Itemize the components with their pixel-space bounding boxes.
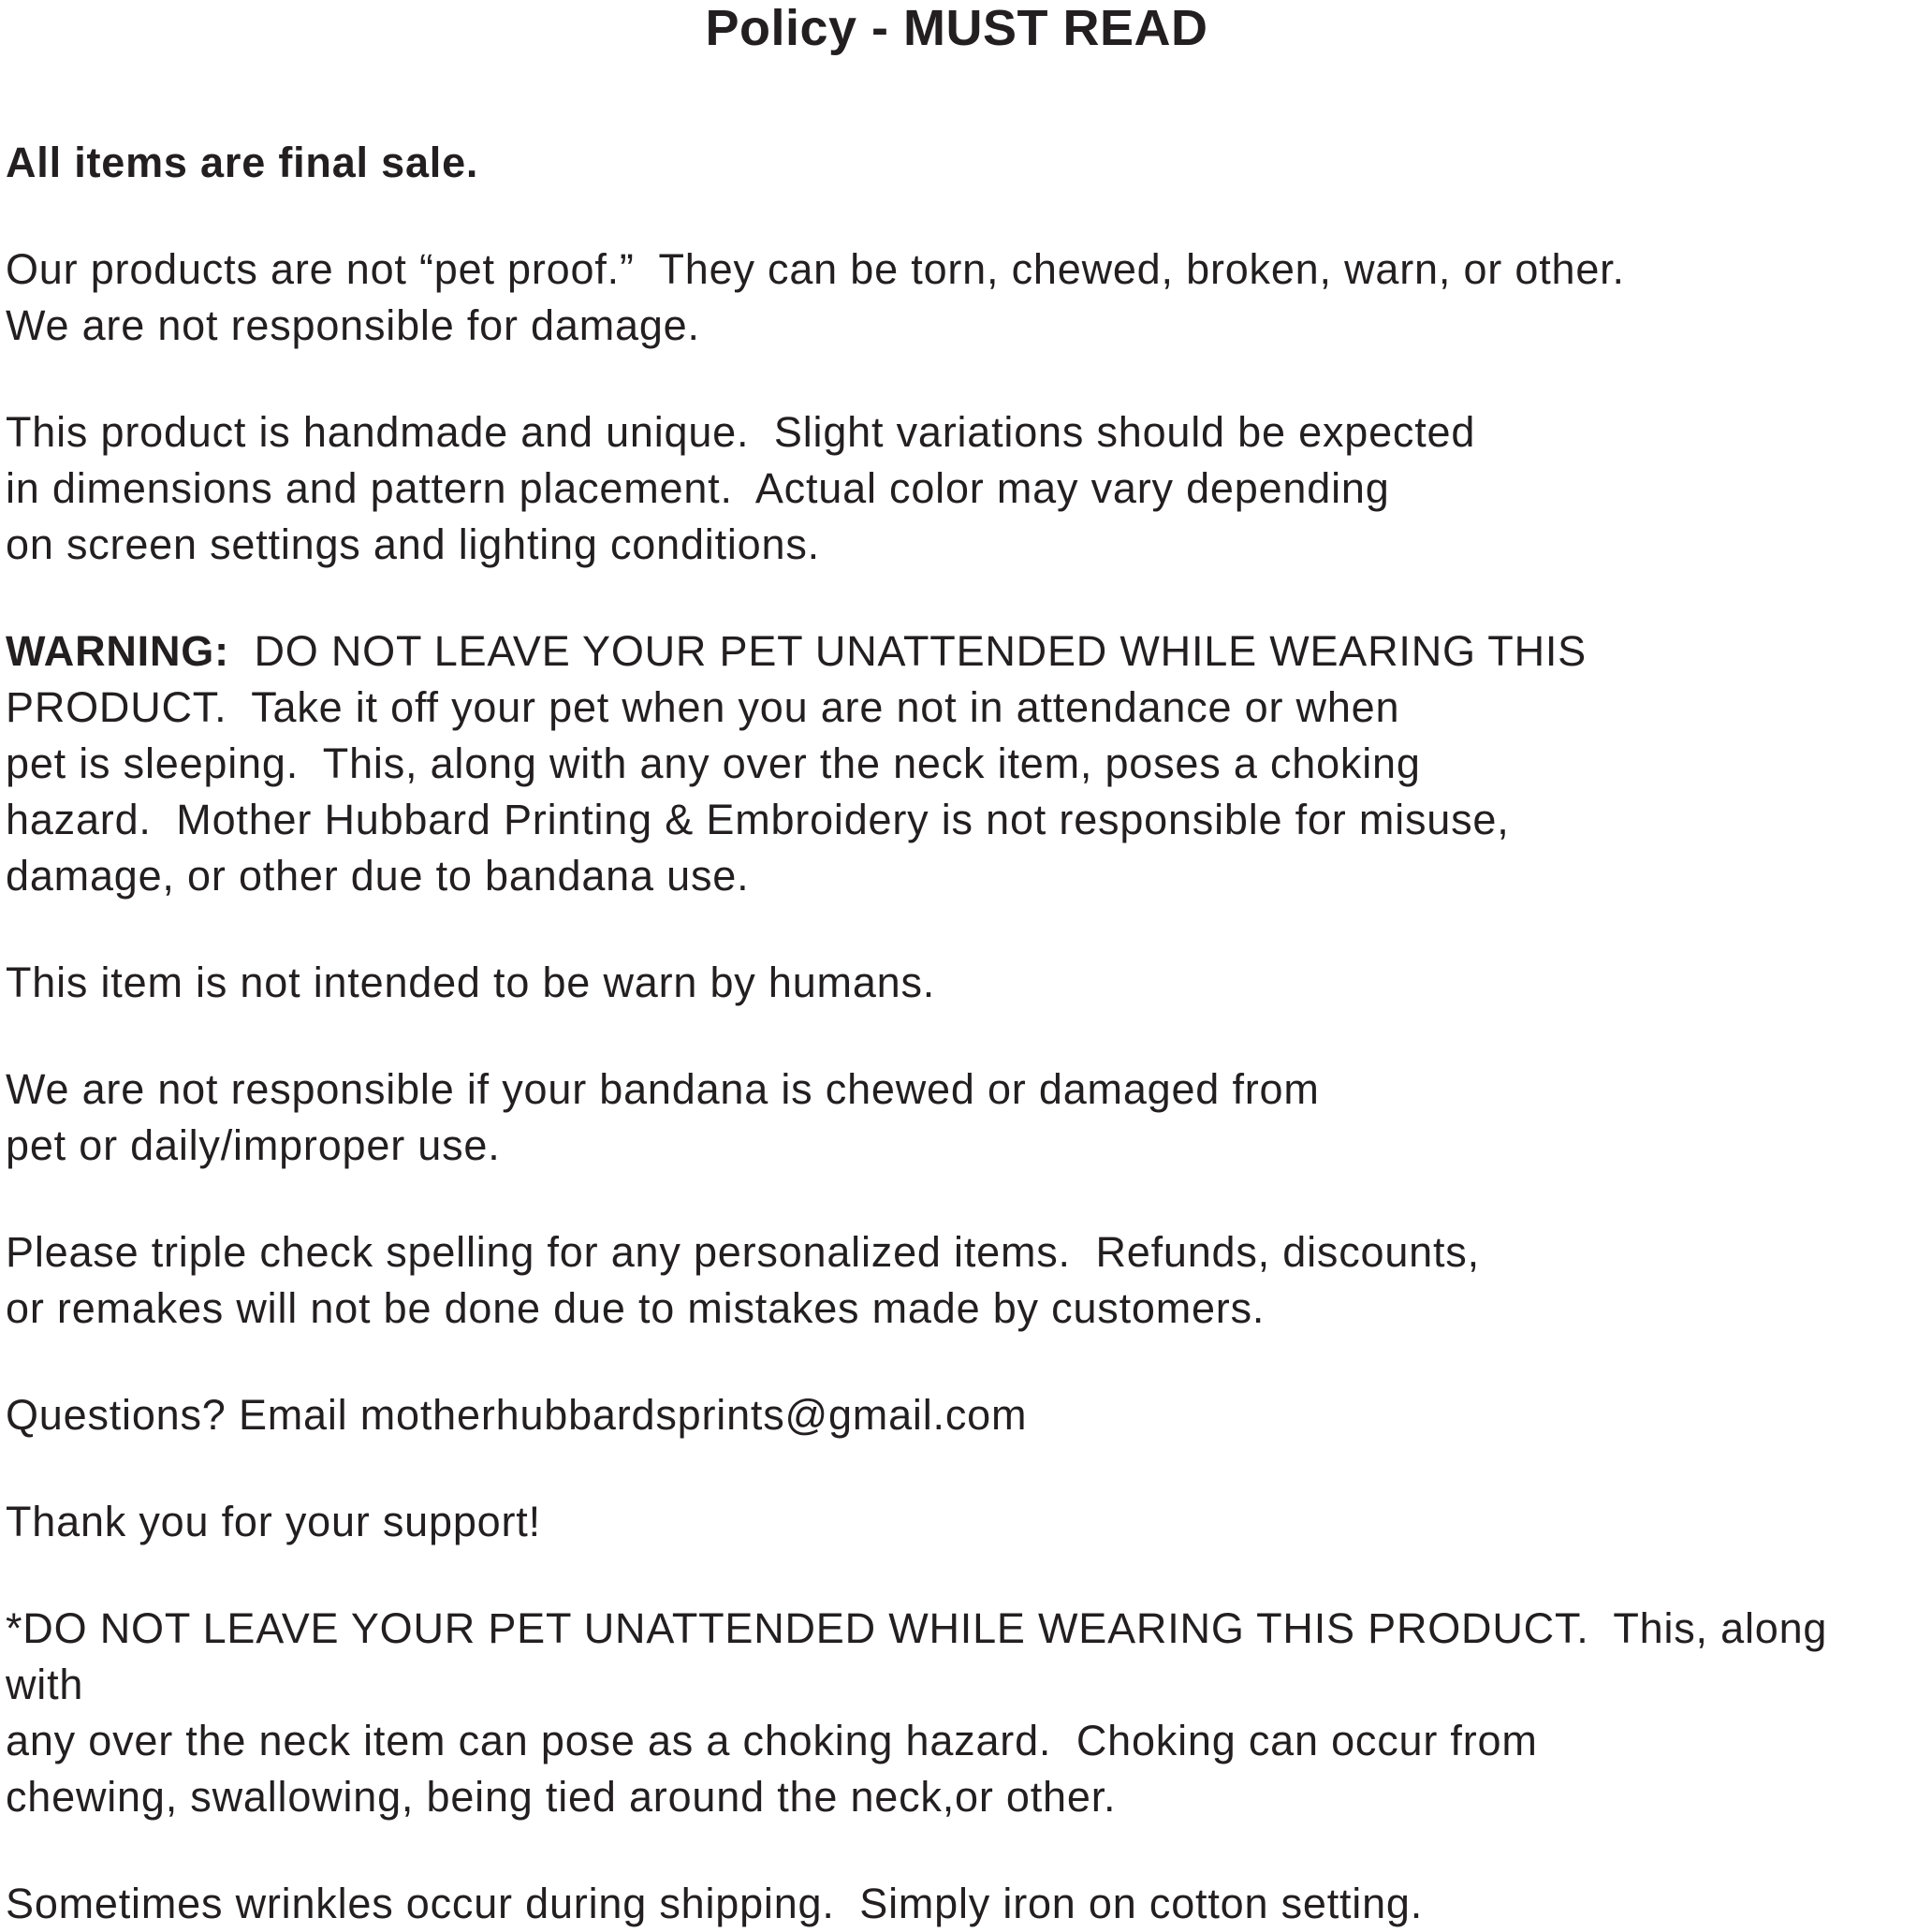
page-title: Policy - MUST READ: [705, 0, 1208, 56]
text-line: pet or daily/improper use.: [6, 1121, 501, 1169]
pet-proof-disclaimer: [6, 242, 1908, 354]
text-line: Please triple check spelling for any personalized items. Refunds, discounts,: [6, 1228, 1480, 1276]
text-line: chewing, swallowing, being tied around the neck,or other.: [6, 1773, 1117, 1821]
text-line: DO NOT LEAVE YOUR PET UNATTENDED WHILE WEARING THIS: [254, 627, 1588, 675]
policy-text: [6, 135, 1908, 1932]
text-line: on screen settings and lighting conditions.: [6, 520, 820, 568]
text-line: *DO NOT LEAVE YOUR PET UNATTENDED WHILE WEARING THIS PRODUCT. This, along with: [6, 1604, 1840, 1708]
choking-hazard-warning: [6, 1601, 1908, 1825]
text-line: All items are final sale.: [6, 139, 479, 186]
warning-label: WARNING:: [6, 627, 229, 675]
text-line: hazard. Mother Hubbard Printing & Embroidery is not responsible for misuse,: [6, 796, 1510, 843]
text-line: This item is not intended to be warn by humans.: [6, 959, 936, 1006]
text-line: any over the neck item can pose as a choking hazard. Choking can occur from: [6, 1717, 1538, 1764]
wrinkles-notice: [6, 1876, 1908, 1932]
text-line: This product is handmade and unique. Slight variations should be expected: [6, 408, 1476, 456]
not-for-humans-notice: [6, 955, 1908, 1011]
spelling-check-notice: [6, 1224, 1908, 1337]
text-line: Thank you for your support!: [6, 1498, 541, 1545]
contact-line: [6, 1387, 1908, 1443]
handmade-variation-notice: [6, 404, 1908, 573]
final-sale-notice: [6, 135, 1908, 191]
thank-you-line: [6, 1494, 1908, 1550]
text-line: in dimensions and pattern placement. Actual color may vary depending: [6, 464, 1390, 512]
text-line: pet is sleeping. This, along with any over the neck item, poses a choking: [6, 739, 1421, 787]
text-line: or remakes will not be done due to mistakes made by customers.: [6, 1284, 1266, 1332]
text-line: We are not responsible if your bandana is chewed or damaged from: [6, 1065, 1320, 1113]
unattended-pet-warning: [6, 623, 1908, 904]
text-line: damage, or other due to bandana use.: [6, 852, 750, 900]
text-line: PRODUCT. Take it off your pet when you are not in attendance or when: [6, 683, 1400, 731]
text-line: Questions? Email motherhubbardsprints@gmail.com: [6, 1391, 1028, 1439]
text-line: Sometimes wrinkles occur during shipping. Simply iron on cotton setting.: [6, 1880, 1424, 1927]
chewed-damage-disclaimer: [6, 1061, 1908, 1174]
text-line: We are not responsible for damage.: [6, 301, 700, 349]
text-line: Our products are not “pet proof.” They can be torn, chewed, broken, warn, or other.: [6, 245, 1625, 293]
